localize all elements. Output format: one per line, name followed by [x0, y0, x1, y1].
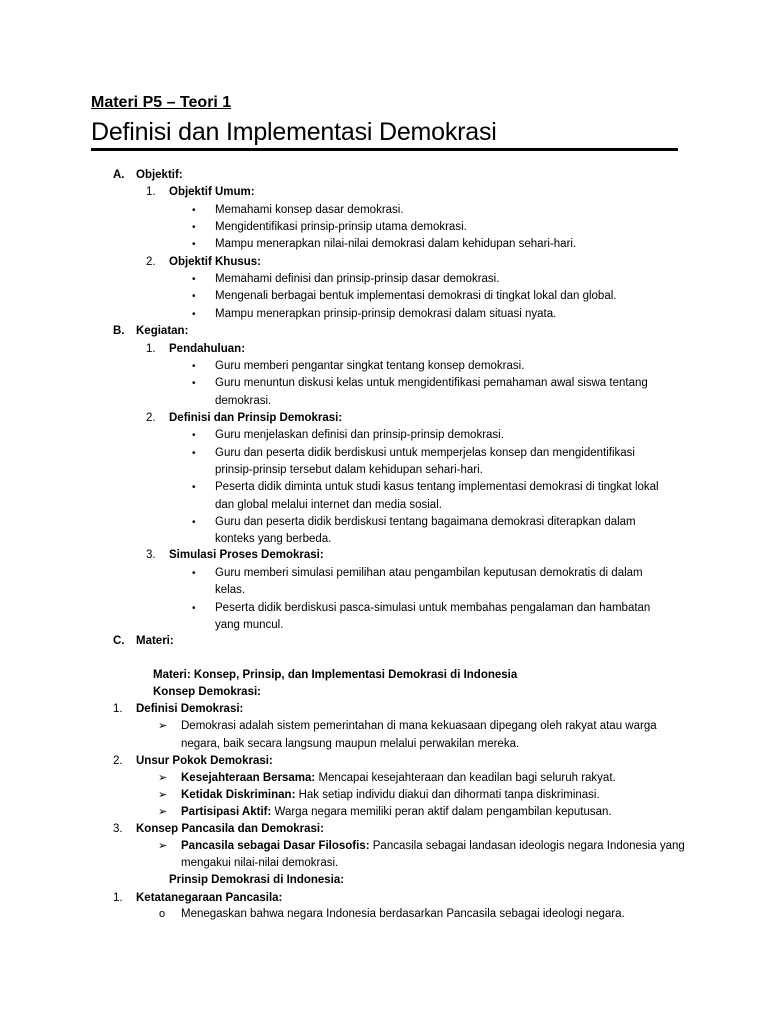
- list-item: Guru menjelaskan definisi dan prinsip-prinsip demokrasi.: [215, 429, 504, 441]
- list-item: [181, 788, 600, 803]
- list-item: Peserta didik berdiskusi pasca-simulasi untuk membahas pengalaman dan hambatan: [215, 602, 651, 614]
- list-item: Menegaskan bahwa negara Indonesia berdasarkan Pancasila sebagai ideologi negara.: [181, 908, 625, 920]
- document-kicker: Materi P5 – Teori 1: [91, 94, 232, 111]
- arrow-bullet-icon: ➢: [158, 840, 168, 852]
- bullet-icon: •: [192, 361, 196, 372]
- section-c-heading: Materi:: [136, 635, 174, 647]
- term: Pancasila sebagai Dasar Filosofis:: [181, 840, 370, 852]
- list-item-continuation: prinsip-prinsip tersebut dalam kehidupan sehari-hari.: [215, 464, 483, 476]
- list-item: [181, 771, 616, 786]
- bullet-icon: •: [192, 309, 196, 320]
- definition: Mencapai kesejahteraan dan keadilan bagi seluruh rakyat.: [315, 772, 616, 784]
- b3-number: 3.: [146, 549, 156, 561]
- list-item: [181, 839, 685, 854]
- list-item: Guru dan peserta didik berdiskusi untuk memperjelas konsep dan mengidentifikasi: [215, 447, 635, 459]
- bullet-icon: •: [192, 448, 196, 459]
- bullet-icon: •: [192, 482, 196, 493]
- list-item: Memahami konsep dasar demokrasi.: [215, 204, 404, 216]
- list-item-continuation: yang muncul.: [215, 619, 284, 631]
- definition: Hak setiap individu diakui dan dihormati tanpa diskriminasi.: [295, 789, 600, 801]
- list-item: Guru menuntun diskusi kelas untuk mengidentifikasi pemahaman awal siswa tentang: [215, 377, 648, 389]
- list-item: Guru dan peserta didik berdiskusi tentang bagaimana demokrasi diterapkan dalam: [215, 516, 636, 528]
- section-b-letter: B.: [113, 325, 125, 337]
- list-item: Mengidentifikasi prinsip-prinsip utama demokrasi.: [215, 221, 467, 233]
- definition: Pancasila sebagai landasan ideologis negara Indonesia yang: [369, 840, 685, 852]
- title-rule: [91, 148, 678, 151]
- bullet-icon: •: [192, 291, 196, 302]
- b1-number: 1.: [146, 343, 156, 355]
- list-item-continuation: konteks yang berbeda.: [215, 533, 332, 545]
- list-item-continuation: dan global melalui internet dan media sosial.: [215, 499, 442, 511]
- bullet-icon: •: [192, 603, 196, 614]
- list-item: Guru memberi pengantar singkat tentang konsep demokrasi.: [215, 360, 525, 372]
- section-a-letter: A.: [113, 169, 125, 181]
- list-item: Peserta didik diminta untuk studi kasus tentang implementasi demokrasi di tingkat lokal: [215, 481, 659, 493]
- arrow-bullet-icon: ➢: [158, 720, 168, 732]
- bullet-icon: •: [192, 378, 196, 389]
- c1-heading: Definisi Demokrasi:: [136, 703, 244, 715]
- a1-number: 1.: [146, 186, 156, 198]
- bullet-icon: •: [192, 274, 196, 285]
- list-item: Mampu menerapkan prinsip-prinsip demokrasi dalam situasi nyata.: [215, 308, 557, 320]
- b3-heading: Simulasi Proses Demokrasi:: [169, 549, 324, 561]
- section-a-heading: Objektif:: [136, 169, 183, 181]
- list-item: [181, 805, 612, 820]
- arrow-bullet-icon: ➢: [158, 789, 168, 801]
- bullet-icon: •: [192, 239, 196, 250]
- p1-heading: Ketatanegaraan Pancasila:: [136, 892, 283, 904]
- term: Ketidak Diskriminan:: [181, 789, 296, 801]
- b1-heading: Pendahuluan:: [169, 343, 246, 355]
- section-b-heading: Kegiatan:: [136, 325, 189, 337]
- bullet-icon: •: [192, 568, 196, 579]
- list-item-continuation: kelas.: [215, 584, 246, 596]
- arrow-bullet-icon: ➢: [158, 806, 168, 818]
- materi-subtitle: Materi: Konsep, Prinsip, dan Implementasi Demokrasi di Indonesia: [153, 669, 518, 681]
- c2-number: 2.: [113, 755, 123, 767]
- section-c-letter: C.: [113, 635, 125, 647]
- b2-heading: Definisi dan Prinsip Demokrasi:: [169, 412, 343, 424]
- konsep-heading: Konsep Demokrasi:: [153, 686, 262, 698]
- list-item: Mampu menerapkan nilai-nilai demokrasi dalam kehidupan sehari-hari.: [215, 238, 577, 250]
- b2-number: 2.: [146, 412, 156, 424]
- arrow-bullet-icon: ➢: [158, 772, 168, 784]
- a2-number: 2.: [146, 256, 156, 268]
- bullet-icon: •: [192, 205, 196, 216]
- list-item-continuation: mengakui nilai-nilai demokrasi.: [181, 857, 339, 869]
- definition: Warga negara memiliki peran aktif dalam pengambilan keputusan.: [271, 806, 612, 818]
- list-item: Memahami definisi dan prinsip-prinsip dasar demokrasi.: [215, 273, 500, 285]
- bullet-icon: •: [192, 430, 196, 441]
- a2-heading: Objektif Khusus:: [169, 256, 262, 268]
- c3-heading: Konsep Pancasila dan Demokrasi:: [136, 823, 324, 835]
- list-item-continuation: demokrasi.: [215, 395, 272, 407]
- list-item-continuation: negara, baik secara langsung maupun melalui perwakilan mereka.: [181, 738, 520, 750]
- prinsip-heading: Prinsip Demokrasi di Indonesia:: [169, 874, 345, 886]
- term: Kesejahteraan Bersama:: [181, 772, 316, 784]
- c1-number: 1.: [113, 703, 123, 715]
- list-item: Demokrasi adalah sistem pemerintahan di mana kekuasaan dipegang oleh rakyat atau warga: [181, 720, 657, 732]
- bullet-icon: •: [192, 222, 196, 233]
- bullet-icon: •: [192, 517, 196, 528]
- p1-number: 1.: [113, 892, 123, 904]
- document-title: Definisi dan Implementasi Demokrasi: [91, 118, 497, 146]
- list-item: Guru memberi simulasi pemilihan atau pengambilan keputusan demokratis di dalam: [215, 567, 643, 579]
- list-item: Mengenali berbagai bentuk implementasi demokrasi di tingkat lokal dan global.: [215, 290, 617, 302]
- circle-bullet-icon: o: [159, 908, 166, 920]
- c3-number: 3.: [113, 823, 123, 835]
- a1-heading: Objektif Umum:: [169, 186, 255, 198]
- c2-heading: Unsur Pokok Demokrasi:: [136, 755, 273, 767]
- term: Partisipasi Aktif:: [181, 806, 272, 818]
